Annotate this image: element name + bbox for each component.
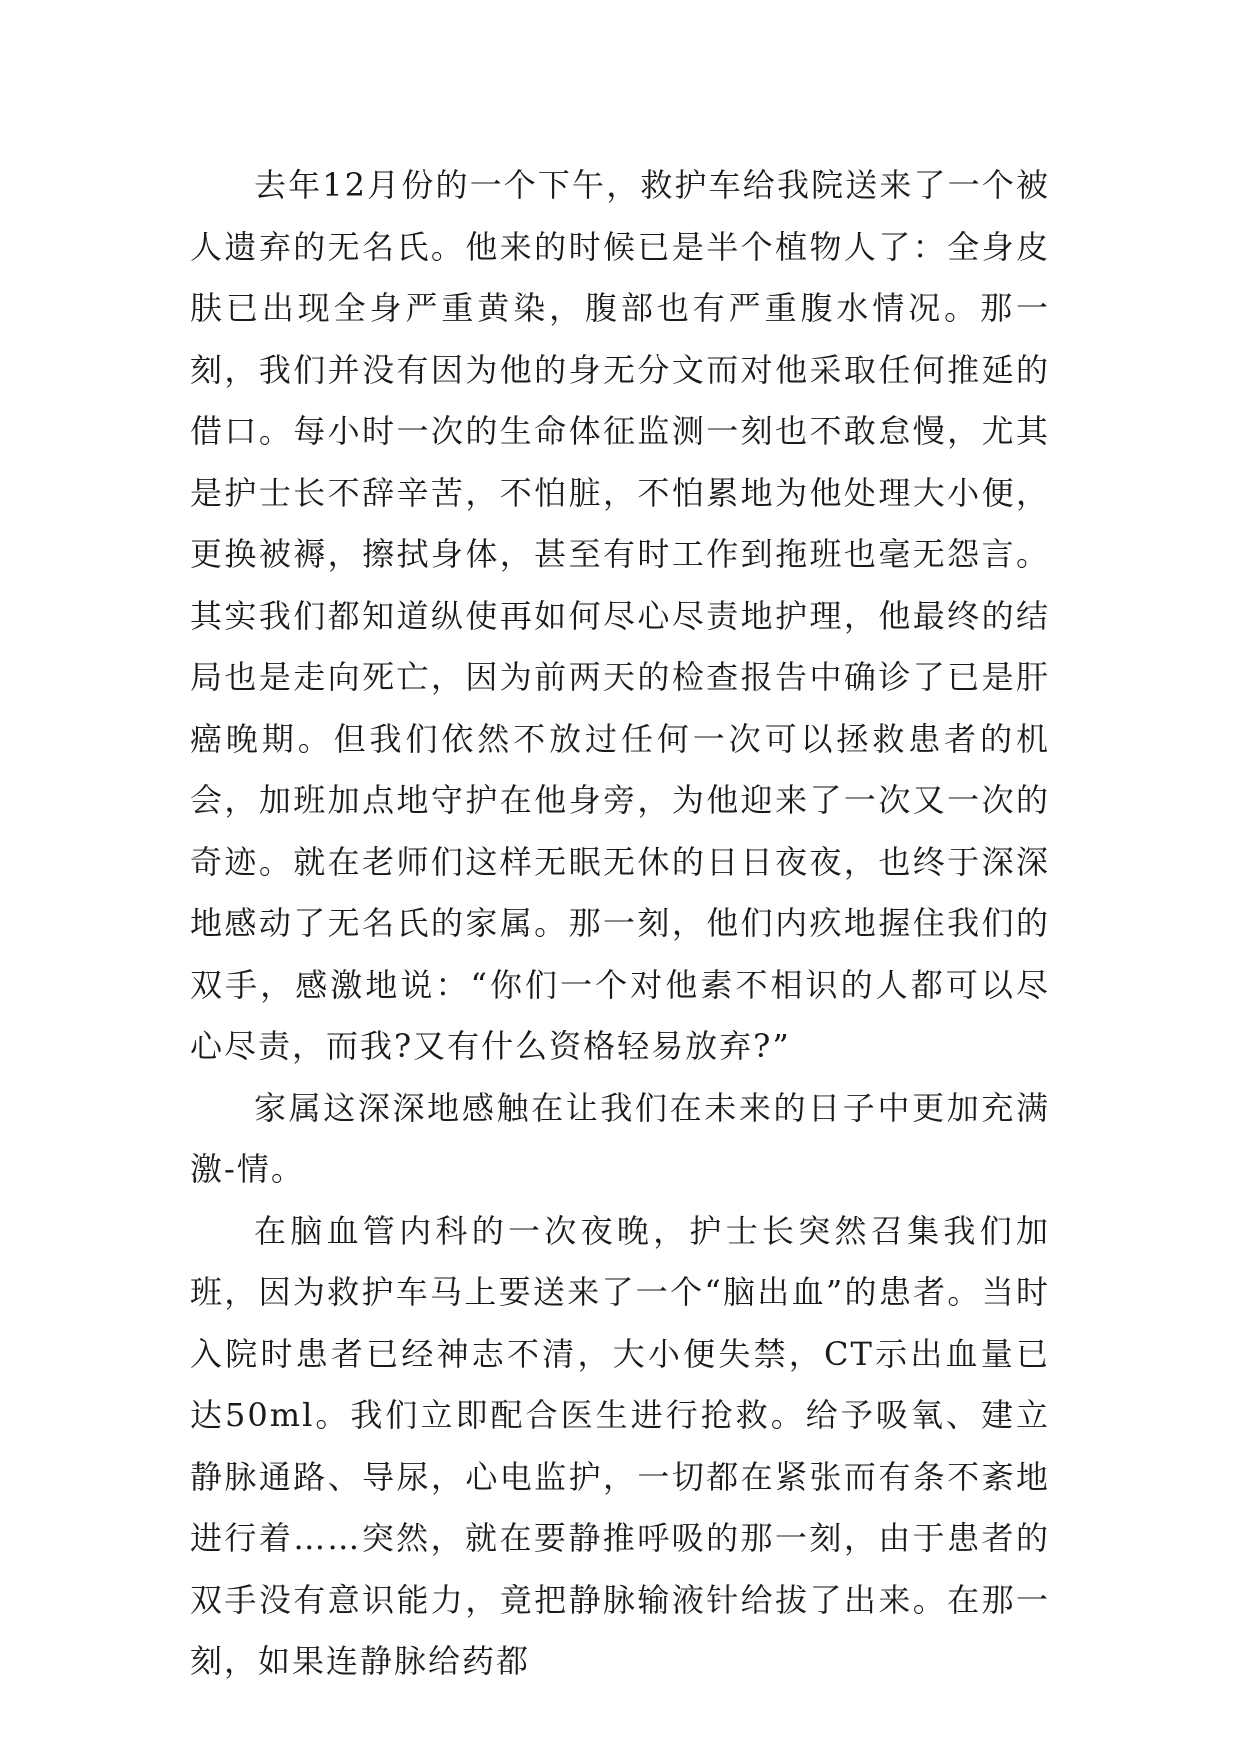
paragraph-2: 家属这深深地感触在让我们在未来的日子中更加充满激-情。: [190, 1088, 1050, 1188]
paragraph-1: 去年12月份的一个下午，救护车给我院送来了一个被人遗弃的无名氏。他来的时候已是半个植物人了：全身皮肤已出现全身严重黄染，腹部也有严重腹水情况。那一刻，我们并没有因为他的身无分文而对他采取任何推延的借口。每小时一次的生命体征监测一刻也不敢怠慢，尤其是护士长不辞辛苦，不怕脏，不怕累地为他处理大小便，更换被褥，擦拭身体，甚至有时工作到拖班也毫无怨言。其实我们都知道纵使再如何尽心尽责地护理，他最终的结局也是走向死亡，因为前两天的检查报告中确诊了已是肝癌晚期。但我们依然不放过任何一次可以拯救患者的机会，加班加点地守护在他身旁，为他迎来了一次又一次的奇迹。就在老师们这样无眠无休的日日夜夜，也终于深深地感动了无名氏的家属。那一刻，他们内疚地握住我们的双手，感激地说：“你们一个对他素不相识的人都可以尽心尽责，而我?又有什么资格轻易放弃?”: [190, 166, 1050, 1065]
document-body: [190, 155, 1050, 1693]
paragraph-3: 在脑血管内科的一次夜晚，护士长突然召集我们加班，因为救护车马上要送来了一个“脑出血”的患者。当时入院时患者已经神志不清，大小便失禁，CT示出血量已达50ml。我们立即配合医生进行抢救。给予吸氧、建立静脉通路、导尿，心电监护，一切都在紧张而有条不紊地进行着……突然，就在要静推呼吸的那一刻，由于患者的双手没有意识能力，竟把静脉输液针给拔了出来。在那一刻，如果连静脉给药都: [190, 1211, 1050, 1680]
